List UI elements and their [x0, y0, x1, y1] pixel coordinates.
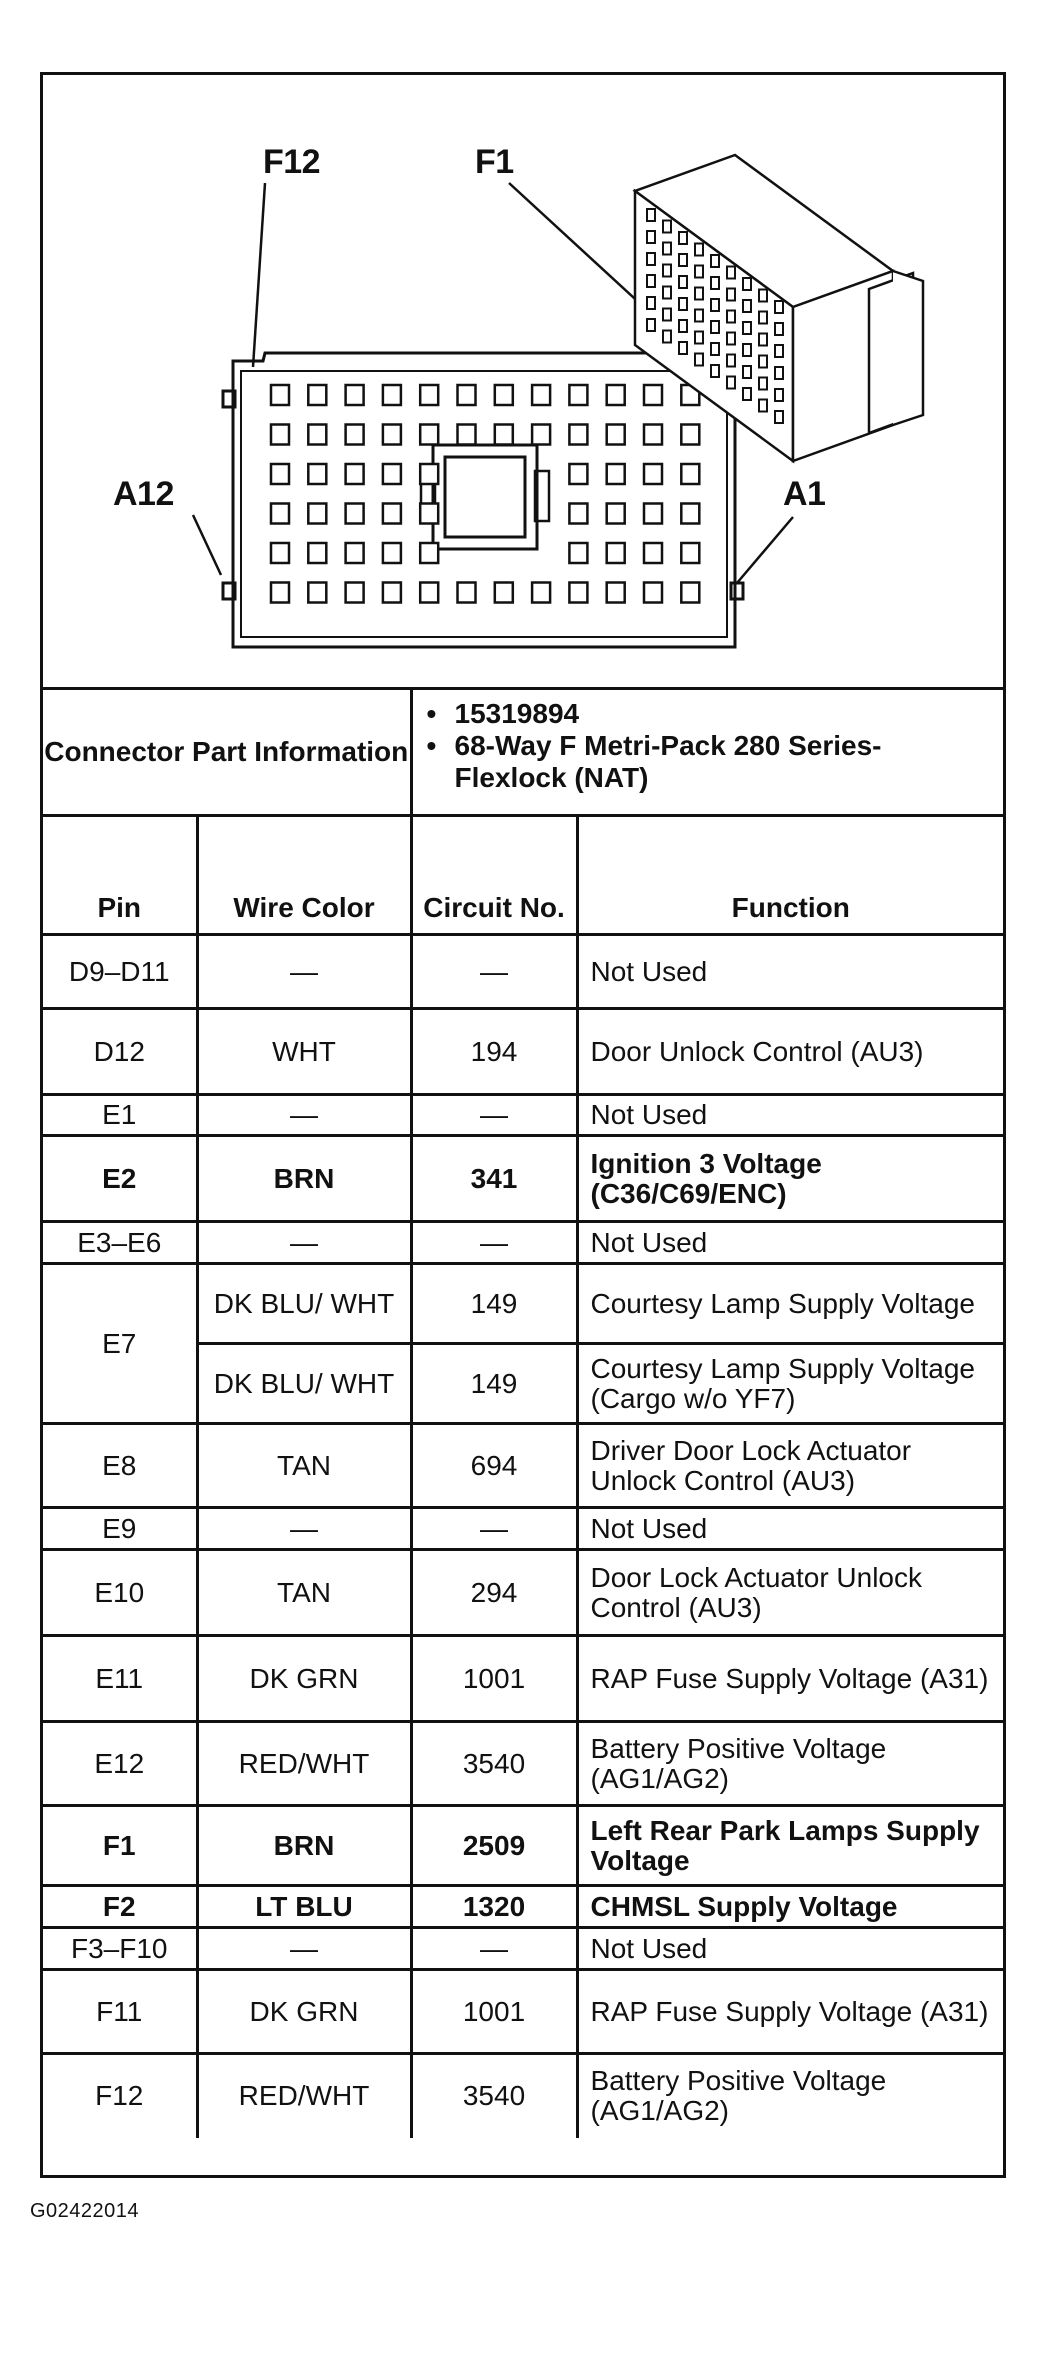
cell-circuit-no: 149 [411, 1264, 577, 1344]
label-a1: A1 [783, 475, 826, 513]
pin-cavity [644, 425, 662, 445]
cell-function: Driver Door Lock Actuator Unlock Control (AU3) [577, 1424, 1003, 1508]
cell-wire-color: — [197, 1928, 411, 1970]
cell-function: Battery Positive Voltage (AG1/AG2) [577, 1722, 1003, 1806]
label-f1: F1 [475, 143, 514, 181]
cell-circuit-no: 2509 [411, 1806, 577, 1886]
cell-wire-color: TAN [197, 1424, 411, 1508]
cell-pin: E7 [43, 1264, 197, 1424]
header-wire-color: Wire Color [197, 816, 411, 935]
pin-cavity [495, 583, 513, 603]
cell-function: Door Lock Actuator Unlock Control (AU3) [577, 1550, 1003, 1636]
pin-cavity [383, 583, 401, 603]
cell-pin: E3–E6 [43, 1222, 197, 1264]
connector-description: • 68-Way F Metri-Pack 280 Series- Flexlock (NAT) [425, 730, 992, 794]
table-row [43, 1009, 1003, 1095]
pin-cavity [346, 543, 364, 563]
cell-function: Not Used [577, 1928, 1003, 1970]
cell-circuit-no: 1320 [411, 1886, 577, 1928]
pin-cavity [458, 385, 476, 405]
cell-function: Courtesy Lamp Supply Voltage (Cargo w/o YF7) [577, 1344, 1003, 1424]
cell-pin: E10 [43, 1550, 197, 1636]
connector-face-drawing [43, 75, 1003, 687]
cell-circuit-no: 1001 [411, 1636, 577, 1722]
table-row [43, 1970, 1003, 2054]
cell-pin: E8 [43, 1424, 197, 1508]
table-row [43, 2054, 1003, 2138]
cell-wire-color: DK GRN [197, 1970, 411, 2054]
cell-function: Not Used [577, 1508, 1003, 1550]
cell-wire-color: BRN [197, 1136, 411, 1222]
table-row [43, 1508, 1003, 1550]
pin-cavity [532, 425, 550, 445]
cell-function: CHMSL Supply Voltage [577, 1886, 1003, 1928]
cell-pin: E9 [43, 1508, 197, 1550]
pin-cavity [346, 583, 364, 603]
pin-cavity [420, 464, 438, 484]
pin-cavity [569, 425, 587, 445]
pin-cavity [308, 504, 326, 524]
pin-cavity [458, 583, 476, 603]
cell-circuit-no: 294 [411, 1550, 577, 1636]
cell-wire-color: LT BLU [197, 1886, 411, 1928]
pin-cavity [420, 504, 438, 524]
cell-circuit-no: — [411, 1222, 577, 1264]
part-number: • 15319894 [425, 698, 992, 730]
pin-cavity [569, 543, 587, 563]
pin-cavity [271, 464, 289, 484]
pin-cavity [532, 583, 550, 603]
cell-wire-color: WHT [197, 1009, 411, 1095]
pin-cavity [569, 464, 587, 484]
cell-pin: E12 [43, 1722, 197, 1806]
pin-cavity [681, 425, 699, 445]
pin-cavity [383, 504, 401, 524]
cell-circuit-no: — [411, 935, 577, 1009]
cell-function: Left Rear Park Lamps Supply Voltage [577, 1806, 1003, 1886]
pin-cavity [607, 385, 625, 405]
pin-cavity [681, 504, 699, 524]
pin-cavity [420, 425, 438, 445]
cell-wire-color: RED/WHT [197, 1722, 411, 1806]
cell-wire-color: DK BLU/ WHT [197, 1264, 411, 1344]
pin-cavity [308, 543, 326, 563]
pin-cavity [569, 504, 587, 524]
pin-cavity [346, 464, 364, 484]
pin-cavity [644, 464, 662, 484]
header-function: Function [577, 816, 1003, 935]
pin-cavity [607, 543, 625, 563]
cell-circuit-no: — [411, 1095, 577, 1136]
pin-cavity [607, 464, 625, 484]
pin-cavity [495, 425, 513, 445]
pin-cavity [420, 385, 438, 405]
pin-cavity [346, 504, 364, 524]
cell-wire-color: DK BLU/ WHT [197, 1344, 411, 1424]
cell-wire-color: BRN [197, 1806, 411, 1886]
cell-circuit-no: 341 [411, 1136, 577, 1222]
cell-pin: F12 [43, 2054, 197, 2138]
pin-cavity [271, 543, 289, 563]
cell-function: Not Used [577, 1222, 1003, 1264]
cell-function: Door Unlock Control (AU3) [577, 1009, 1003, 1095]
pin-cavity [420, 583, 438, 603]
cell-pin: D9–D11 [43, 935, 197, 1009]
cell-pin: E11 [43, 1636, 197, 1722]
pin-cavity [308, 464, 326, 484]
pin-cavity [644, 504, 662, 524]
table-row [43, 1928, 1003, 1970]
cell-circuit-no: 194 [411, 1009, 577, 1095]
cell-circuit-no: 149 [411, 1344, 577, 1424]
pin-cavity [383, 425, 401, 445]
cell-circuit-no: — [411, 1928, 577, 1970]
cell-circuit-no: 694 [411, 1424, 577, 1508]
label-a12: A12 [113, 475, 174, 513]
cell-wire-color: — [197, 1095, 411, 1136]
pinout-table [43, 687, 1003, 2138]
pin-cavity [383, 543, 401, 563]
pin-cavity [681, 543, 699, 563]
pin-cavity [346, 385, 364, 405]
pin-cavity [383, 464, 401, 484]
header-pin: Pin [43, 816, 197, 935]
cell-function: RAP Fuse Supply Voltage (A31) [577, 1636, 1003, 1722]
pin-cavity [495, 385, 513, 405]
cell-wire-color: TAN [197, 1550, 411, 1636]
table-row [43, 1886, 1003, 1928]
cell-circuit-no: 3540 [411, 2054, 577, 2138]
cell-function: RAP Fuse Supply Voltage (A31) [577, 1970, 1003, 2054]
header-circuit-no: Circuit No. [411, 816, 577, 935]
connector-diagram [43, 75, 1003, 690]
table-row [43, 1136, 1003, 1222]
cell-wire-color: — [197, 935, 411, 1009]
label-f12: F12 [263, 143, 321, 181]
figure-id: G02422014 [30, 2200, 140, 2222]
cell-circuit-no: 1001 [411, 1970, 577, 2054]
connector-sheet [40, 72, 1006, 2178]
pin-cavity [271, 583, 289, 603]
pin-cavity [308, 425, 326, 445]
cell-wire-color: DK GRN [197, 1636, 411, 1722]
pin-cavity [458, 425, 476, 445]
cell-function: Battery Positive Voltage (AG1/AG2) [577, 2054, 1003, 2138]
pin-cavity [644, 385, 662, 405]
pin-cavity [569, 583, 587, 603]
cell-pin: F11 [43, 1970, 197, 2054]
pin-cavity [420, 543, 438, 563]
pin-cavity [644, 583, 662, 603]
cell-pin: F3–F10 [43, 1928, 197, 1970]
table-row [43, 1722, 1003, 1806]
cell-pin: D12 [43, 1009, 197, 1095]
pin-cavity [607, 583, 625, 603]
pin-cavity [607, 425, 625, 445]
table-row [43, 1222, 1003, 1264]
table-row [43, 1424, 1003, 1508]
pin-cavity [644, 543, 662, 563]
pin-cavity [271, 385, 289, 405]
connector-info-label: Connector Part Information [43, 689, 411, 816]
cell-pin: F1 [43, 1806, 197, 1886]
table-row [43, 1636, 1003, 1722]
cell-pin: E2 [43, 1136, 197, 1222]
cell-wire-color: — [197, 1222, 411, 1264]
cell-function: Ignition 3 Voltage (C36/C69/ENC) [577, 1136, 1003, 1222]
cell-circuit-no: 3540 [411, 1722, 577, 1806]
pin-cavity [681, 464, 699, 484]
pin-cavity [607, 504, 625, 524]
table-row [43, 1550, 1003, 1636]
pin-cavity [383, 385, 401, 405]
table-row [43, 1806, 1003, 1886]
cell-pin: F2 [43, 1886, 197, 1928]
table-row [43, 935, 1003, 1009]
pin-cavity [681, 583, 699, 603]
pin-cavity [346, 425, 364, 445]
connector-info-row [43, 689, 1003, 816]
pin-cavity [308, 583, 326, 603]
table-row [43, 1095, 1003, 1136]
cell-wire-color: — [197, 1508, 411, 1550]
cell-function: Not Used [577, 935, 1003, 1009]
cell-circuit-no: — [411, 1508, 577, 1550]
cell-function: Courtesy Lamp Supply Voltage [577, 1264, 1003, 1344]
connector-info-values [411, 689, 1003, 816]
cell-pin: E1 [43, 1095, 197, 1136]
header-row [43, 816, 1003, 935]
cell-function: Not Used [577, 1095, 1003, 1136]
pin-cavity [271, 425, 289, 445]
pin-cavity [532, 385, 550, 405]
pin-cavity [271, 504, 289, 524]
cell-wire-color: RED/WHT [197, 2054, 411, 2138]
pin-cavity [569, 385, 587, 405]
pin-cavity [308, 385, 326, 405]
table-row [43, 1264, 1003, 1344]
